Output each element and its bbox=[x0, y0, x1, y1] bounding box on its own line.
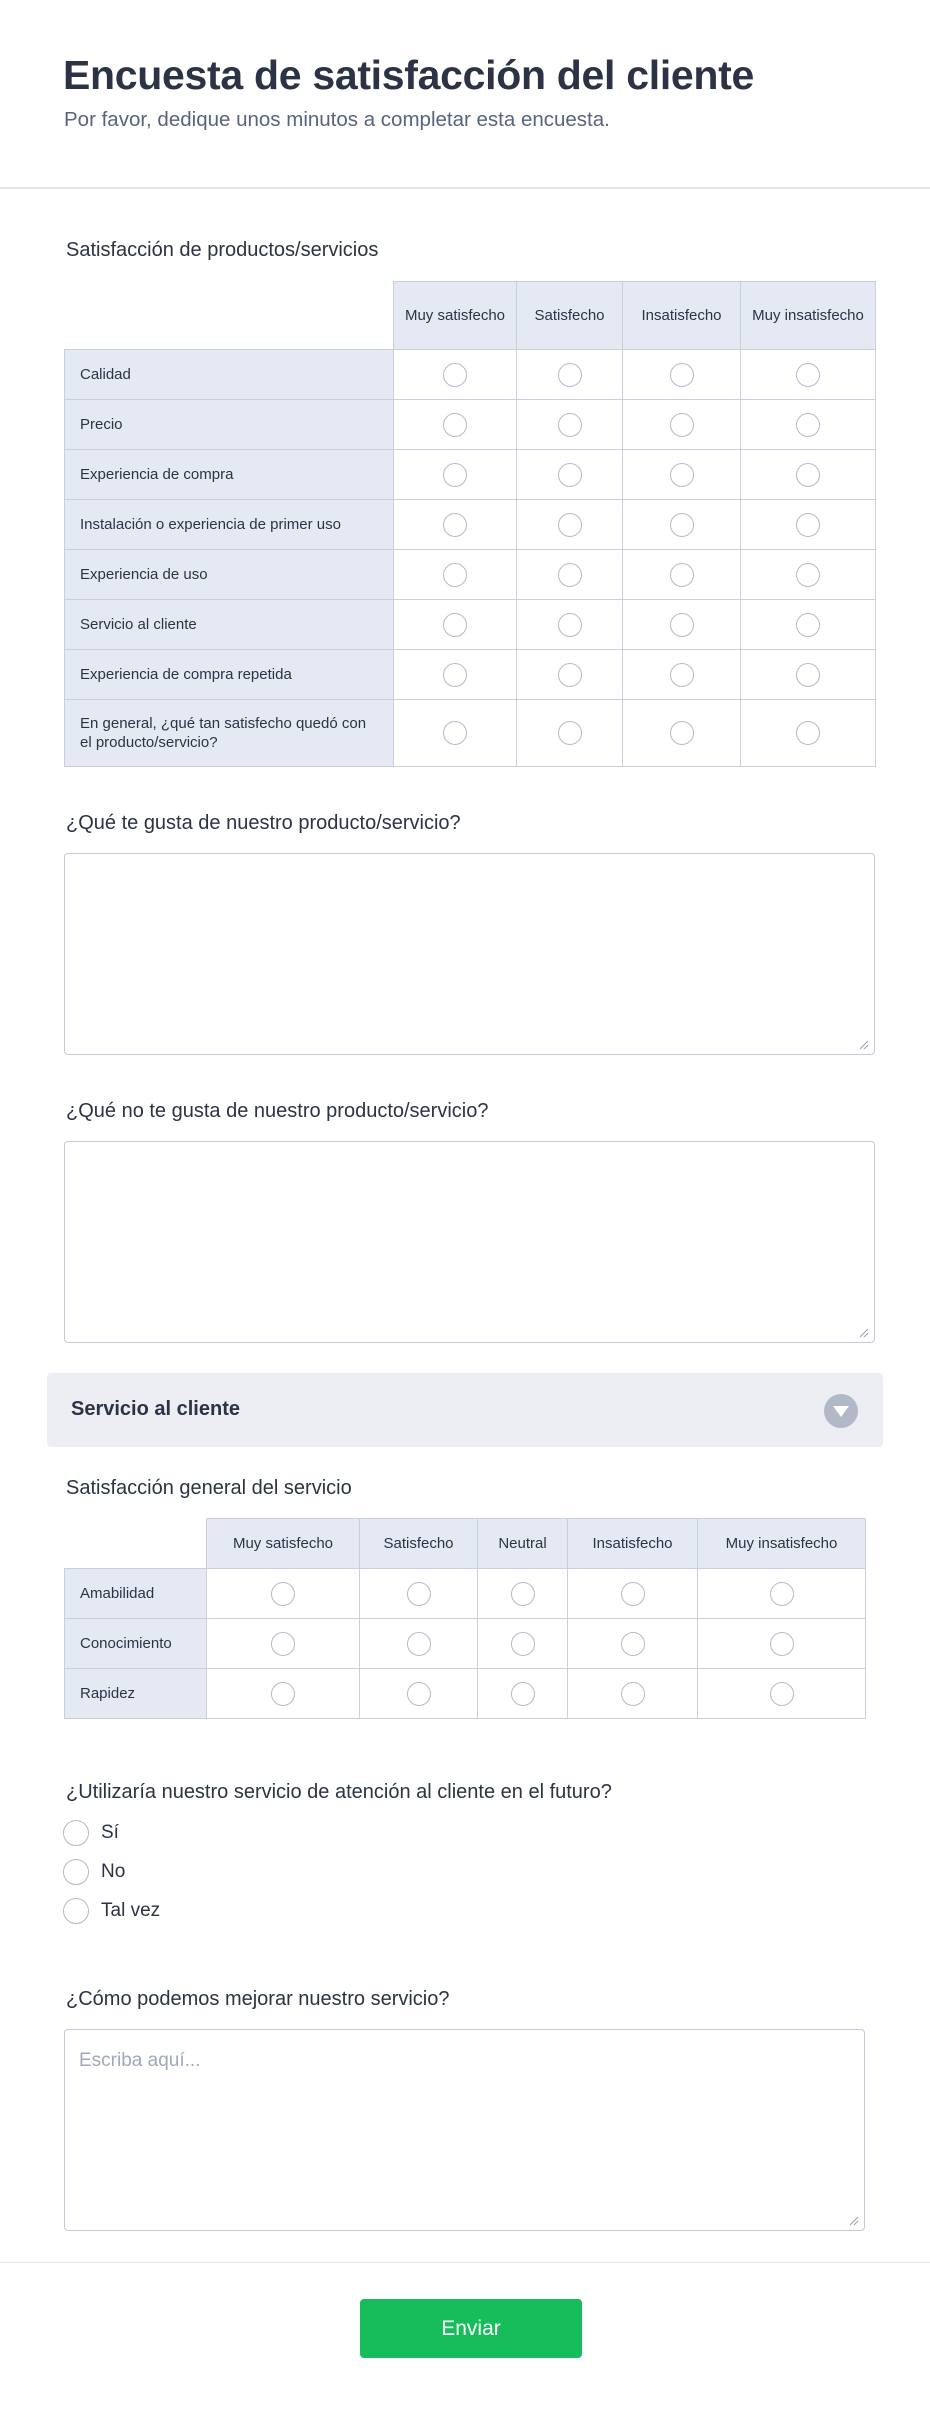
matrix-cell[interactable] bbox=[394, 400, 517, 450]
column-header: Neutral bbox=[478, 1519, 568, 1569]
matrix-row bbox=[65, 400, 876, 450]
row-label: Instalación o experiencia de primer uso bbox=[65, 500, 394, 550]
matrix-cell[interactable] bbox=[360, 1619, 478, 1669]
matrix-cell[interactable] bbox=[741, 650, 876, 700]
row-label: Rapidez bbox=[65, 1669, 207, 1719]
matrix-cell[interactable] bbox=[623, 650, 741, 700]
form-title: Encuesta de satisfacción del cliente bbox=[63, 52, 755, 98]
matrix-cell[interactable] bbox=[478, 1619, 568, 1669]
matrix-cell[interactable] bbox=[623, 450, 741, 500]
matrix-cell[interactable] bbox=[517, 400, 623, 450]
option-label: Tal vez bbox=[101, 1900, 161, 1921]
matrix-row bbox=[65, 500, 876, 550]
matrix-header-row bbox=[65, 1519, 866, 1569]
matrix-cell[interactable] bbox=[741, 600, 876, 650]
row-label: Experiencia de compra bbox=[65, 450, 394, 500]
radio-button[interactable] bbox=[670, 363, 694, 387]
matrix-cell[interactable] bbox=[568, 1619, 698, 1669]
row-label: Experiencia de compra repetida bbox=[65, 650, 394, 700]
row-label: Amabilidad bbox=[65, 1569, 207, 1619]
matrix-row bbox=[65, 350, 876, 400]
resize-grip-icon[interactable] bbox=[849, 2216, 859, 2226]
matrix-cell[interactable] bbox=[623, 350, 741, 400]
matrix-cell[interactable] bbox=[207, 1669, 360, 1719]
matrix-cell[interactable] bbox=[394, 500, 517, 550]
form-header bbox=[0, 0, 930, 189]
matrix-cell[interactable] bbox=[741, 550, 876, 600]
matrix-cell[interactable] bbox=[623, 700, 741, 767]
radio-button[interactable] bbox=[558, 413, 582, 437]
row-label: Servicio al cliente bbox=[65, 600, 394, 650]
radio-button[interactable] bbox=[796, 663, 820, 687]
radio-button[interactable] bbox=[63, 1898, 89, 1924]
matrix-cell[interactable] bbox=[698, 1619, 866, 1669]
radio-button[interactable] bbox=[796, 613, 820, 637]
matrix-cell[interactable] bbox=[623, 500, 741, 550]
matrix-cell[interactable] bbox=[207, 1569, 360, 1619]
radio-button[interactable] bbox=[558, 663, 582, 687]
column-header: Satisfecho bbox=[517, 282, 623, 350]
radio-button[interactable] bbox=[558, 363, 582, 387]
radio-button[interactable] bbox=[621, 1582, 645, 1606]
radio-button[interactable] bbox=[443, 363, 467, 387]
radio-button[interactable] bbox=[558, 721, 582, 745]
matrix-cell[interactable] bbox=[517, 700, 623, 767]
radio-button[interactable] bbox=[770, 1582, 794, 1606]
matrix-cell[interactable] bbox=[698, 1669, 866, 1719]
radio-button[interactable] bbox=[796, 513, 820, 537]
radio-button[interactable] bbox=[443, 513, 467, 537]
like-textarea[interactable] bbox=[64, 853, 875, 1055]
radio-button[interactable] bbox=[621, 1682, 645, 1706]
matrix-row bbox=[65, 1569, 866, 1619]
matrix-cell[interactable] bbox=[623, 550, 741, 600]
option-tal-vez[interactable] bbox=[63, 1898, 160, 1924]
column-header: Satisfecho bbox=[360, 1519, 478, 1569]
radio-button[interactable] bbox=[407, 1582, 431, 1606]
improve-textarea[interactable] bbox=[64, 2029, 865, 2231]
matrix-row bbox=[65, 650, 876, 700]
radio-button[interactable] bbox=[621, 1632, 645, 1656]
matrix-cell[interactable] bbox=[394, 550, 517, 600]
column-header: Insatisfecho bbox=[568, 1519, 698, 1569]
radio-button[interactable] bbox=[670, 721, 694, 745]
service-satisfaction-matrix bbox=[64, 1518, 866, 1719]
row-label: Precio bbox=[65, 400, 394, 450]
option-label: No bbox=[101, 1861, 126, 1882]
service-matrix-label: Satisfacción general del servicio bbox=[66, 1477, 352, 1499]
matrix-cell[interactable] bbox=[568, 1669, 698, 1719]
customer-service-section[interactable] bbox=[47, 1373, 883, 1447]
matrix-cell[interactable] bbox=[517, 650, 623, 700]
chevron-down-icon[interactable] bbox=[824, 1394, 858, 1428]
matrix-cell[interactable] bbox=[741, 450, 876, 500]
product-matrix-label: Satisfacción de productos/servicios bbox=[66, 239, 379, 261]
submit-button[interactable]: Enviar bbox=[360, 2299, 582, 2358]
product-satisfaction-matrix bbox=[64, 281, 876, 767]
matrix-cell[interactable] bbox=[394, 600, 517, 650]
column-header: Muy insatisfecho bbox=[698, 1519, 866, 1569]
radio-button[interactable] bbox=[511, 1582, 535, 1606]
option-label: Sí bbox=[101, 1822, 119, 1843]
matrix-cell[interactable] bbox=[623, 400, 741, 450]
matrix-cell[interactable] bbox=[517, 350, 623, 400]
matrix-cell[interactable] bbox=[623, 600, 741, 650]
radio-button[interactable] bbox=[443, 463, 467, 487]
row-label: En general, ¿qué tan satisfecho quedó con el producto/servicio? bbox=[65, 700, 394, 767]
radio-button[interactable] bbox=[511, 1682, 535, 1706]
radio-button[interactable] bbox=[770, 1682, 794, 1706]
radio-button[interactable] bbox=[670, 613, 694, 637]
radio-button[interactable] bbox=[271, 1632, 295, 1656]
matrix-cell[interactable] bbox=[517, 450, 623, 500]
radio-button[interactable] bbox=[271, 1582, 295, 1606]
matrix-cell[interactable] bbox=[360, 1669, 478, 1719]
radio-button[interactable] bbox=[443, 613, 467, 637]
radio-button[interactable] bbox=[796, 413, 820, 437]
radio-button[interactable] bbox=[63, 1859, 89, 1885]
matrix-row bbox=[65, 700, 876, 767]
future-question-label: ¿Utilizaría nuestro servicio de atención al cliente en el futuro? bbox=[66, 1781, 612, 1803]
radio-button[interactable] bbox=[443, 721, 467, 745]
row-label: Experiencia de uso bbox=[65, 550, 394, 600]
radio-button[interactable] bbox=[670, 663, 694, 687]
radio-button[interactable] bbox=[670, 513, 694, 537]
radio-button[interactable] bbox=[796, 721, 820, 745]
matrix-cell[interactable] bbox=[394, 350, 517, 400]
form-subtitle: Por favor, dedique unos minutos a completar esta encuesta. bbox=[64, 108, 610, 131]
radio-button[interactable] bbox=[511, 1632, 535, 1656]
matrix-cell[interactable] bbox=[394, 700, 517, 767]
radio-button[interactable] bbox=[558, 463, 582, 487]
matrix-row bbox=[65, 1619, 866, 1669]
radio-button[interactable] bbox=[558, 563, 582, 587]
dislike-question-label: ¿Qué no te gusta de nuestro producto/servicio? bbox=[66, 1100, 489, 1122]
matrix-cell[interactable] bbox=[207, 1619, 360, 1669]
row-label: Calidad bbox=[65, 350, 394, 400]
form-footer bbox=[0, 2262, 930, 2421]
like-question-label: ¿Qué te gusta de nuestro producto/servicio? bbox=[66, 812, 461, 834]
matrix-corner bbox=[65, 282, 394, 350]
matrix-cell[interactable] bbox=[517, 600, 623, 650]
radio-button[interactable] bbox=[407, 1682, 431, 1706]
section-title: Servicio al cliente bbox=[71, 1398, 240, 1420]
matrix-cell[interactable] bbox=[741, 500, 876, 550]
matrix-header-row bbox=[65, 282, 876, 350]
column-header: Muy satisfecho bbox=[207, 1519, 360, 1569]
matrix-cell[interactable] bbox=[741, 700, 876, 767]
matrix-row bbox=[65, 1669, 866, 1719]
radio-button[interactable] bbox=[670, 463, 694, 487]
matrix-cell[interactable] bbox=[741, 400, 876, 450]
matrix-cell[interactable] bbox=[394, 650, 517, 700]
row-label: Conocimiento bbox=[65, 1619, 207, 1669]
dislike-textarea[interactable] bbox=[64, 1141, 875, 1343]
option-no[interactable] bbox=[63, 1859, 125, 1885]
radio-button[interactable] bbox=[770, 1632, 794, 1656]
matrix-row bbox=[65, 550, 876, 600]
radio-button[interactable] bbox=[796, 563, 820, 587]
radio-button[interactable] bbox=[63, 1820, 89, 1846]
matrix-cell[interactable] bbox=[698, 1569, 866, 1619]
radio-button[interactable] bbox=[271, 1682, 295, 1706]
column-header: Insatisfecho bbox=[623, 282, 741, 350]
resize-grip-icon[interactable] bbox=[859, 1040, 869, 1050]
matrix-cell[interactable] bbox=[568, 1569, 698, 1619]
radio-button[interactable] bbox=[558, 513, 582, 537]
radio-button[interactable] bbox=[670, 413, 694, 437]
matrix-row bbox=[65, 600, 876, 650]
resize-grip-icon[interactable] bbox=[859, 1328, 869, 1338]
matrix-cell[interactable] bbox=[741, 350, 876, 400]
radio-button[interactable] bbox=[796, 463, 820, 487]
matrix-cell[interactable] bbox=[360, 1569, 478, 1619]
column-header: Muy insatisfecho bbox=[741, 282, 876, 350]
improve-question-label: ¿Cómo podemos mejorar nuestro servicio? bbox=[66, 1988, 450, 2010]
matrix-cell[interactable] bbox=[478, 1569, 568, 1619]
matrix-corner bbox=[65, 1519, 207, 1569]
matrix-cell[interactable] bbox=[478, 1669, 568, 1719]
matrix-cell[interactable] bbox=[517, 500, 623, 550]
radio-button[interactable] bbox=[443, 563, 467, 587]
radio-button[interactable] bbox=[558, 613, 582, 637]
radio-button[interactable] bbox=[796, 363, 820, 387]
radio-button[interactable] bbox=[443, 663, 467, 687]
matrix-cell[interactable] bbox=[394, 450, 517, 500]
radio-button[interactable] bbox=[407, 1632, 431, 1656]
matrix-row bbox=[65, 450, 876, 500]
radio-button[interactable] bbox=[443, 413, 467, 437]
option-si[interactable] bbox=[63, 1820, 119, 1846]
matrix-cell[interactable] bbox=[517, 550, 623, 600]
column-header: Muy satisfecho bbox=[394, 282, 517, 350]
radio-button[interactable] bbox=[670, 563, 694, 587]
